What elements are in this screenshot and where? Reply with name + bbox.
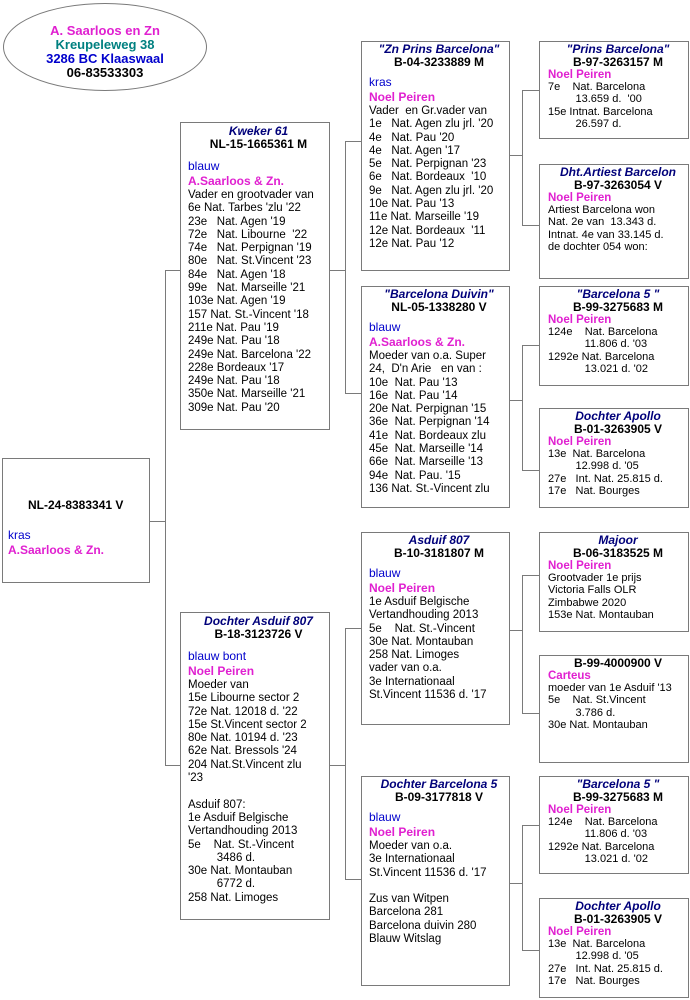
dam-sire-box[interactable]	[361, 532, 510, 725]
connector	[165, 765, 180, 766]
connector	[522, 575, 539, 576]
connector	[522, 90, 539, 91]
sire-dam-name: "Barcelona Duivin"	[384, 287, 494, 301]
connector	[165, 270, 180, 271]
owner-city: 3286 BC Klaaswaal	[46, 51, 164, 66]
dam-results: Moeder van 15e Libourne sector 2 72e Nat. 12018 d. '22 15e St.Vincent sector 2 80e Nat. 10194 d. '23 62e Nat. Bressols '24 204 Nat.St.Vincent zlu '23 Asduif 807: 1e Asduif Belgische Vertandhouding 2013 5e Nat. St.-Vincent 3486 d. 30e Nat. Montauban 6772 d. 258 Nat. Limoges	[188, 679, 307, 904]
sire-ring: NL-15-1665361 M	[209, 137, 308, 151]
ggp-box-8[interactable]	[539, 898, 689, 998]
ggp-1-results: 7e Nat. Barcelona 13.659 d. '00 15e Intnat. Barcelona 26.597 d.	[548, 81, 653, 131]
subject-ring: NL-24-8383341 V	[28, 498, 124, 512]
ggp-2-ring: B-97-3263054 V	[573, 178, 663, 192]
ggp-4-name: Dochter Apollo	[575, 409, 661, 423]
ggp-4-results: 13e Nat. Barcelona 12.998 d. '05 27e Int. Nat. 25.815 d. 17e Nat. Bourges	[548, 448, 663, 498]
owner-phone: 06-83533303	[66, 65, 144, 80]
dam-dam-results: Moeder van o.a. 3e Internationaal St.Vincent 11536 d. '17 Zus van Witpen Barcelona 281 Barcelona duivin 280 Blauw Witslag	[369, 840, 487, 946]
sire-sire-name: "Zn Prins Barcelona"	[378, 42, 500, 56]
ggp-6-results: moeder van 1e Asduif '13 5e Nat. St.Vincent 3.786 d. 30e Nat. Montauban	[548, 682, 672, 732]
sire-dam-box[interactable]	[361, 286, 510, 508]
connector	[345, 141, 361, 142]
ggp-box-4[interactable]	[539, 408, 689, 508]
connector	[509, 155, 523, 156]
connector	[509, 630, 523, 631]
ggp-box-6[interactable]	[539, 655, 689, 763]
ggp-6-ring: B-99-4000900 V	[573, 656, 663, 670]
subject-box[interactable]	[2, 458, 150, 583]
connector	[522, 825, 523, 951]
ggp-box-2[interactable]	[539, 164, 689, 279]
dam-color: blauw bont	[188, 649, 247, 663]
connector	[149, 521, 166, 522]
sire-dam-ring: NL-05-1338280 V	[391, 300, 487, 314]
dam-sire-ring: B-10-3181807 M	[393, 546, 485, 560]
connector	[522, 225, 539, 226]
connector	[345, 141, 346, 394]
ggp-5-results: Grootvader 1e prijs Victoria Falls OLR Zimbabwe 2020 153e Nat. Montauban	[548, 572, 654, 622]
connector	[345, 628, 346, 880]
ggp-3-name: "Barcelona 5 "	[576, 287, 660, 301]
connector	[509, 883, 523, 884]
dam-sire-results: 1e Asduif Belgische Vertandhouding 2013 5e Nat. St.-Vincent 30e Nat. Montauban 258 Nat. Limoges vader van o.a. 3e Internationaal St.Vincent 11536 d. '17	[369, 596, 487, 702]
connector	[522, 825, 539, 826]
ggp-5-name: Majoor	[598, 533, 638, 547]
sire-sire-box[interactable]	[361, 41, 510, 271]
dam-dam-box[interactable]	[361, 776, 510, 986]
connector	[345, 879, 361, 880]
dam-sire-name: Asduif 807	[408, 533, 470, 547]
sire-dam-results: Moeder van o.a. Super 24, D'n Arie en van : 10e Nat. Pau '13 16e Nat. Pau '14 20e Nat. Perpignan '15 36e Nat. Perpignan '14 41e Nat. Bordeaux zlu 45e Nat. Marseille '14 66e Nat. Marseille '13 94e Nat. Pau. '15 136 Nat. St.-Vincent zlu	[369, 350, 490, 495]
connector	[522, 713, 539, 714]
dam-ring: B-18-3123726 V	[214, 627, 303, 641]
sire-breeder: A.Saarloos & Zn.	[188, 174, 285, 188]
ggp-2-breeder: Noel Peiren	[548, 192, 612, 204]
dam-sire-breeder: Noel Peiren	[369, 581, 436, 595]
connector	[329, 270, 346, 271]
dam-dam-ring: B-09-3177818 V	[394, 790, 484, 804]
ggp-5-ring: B-06-3183525 M	[572, 546, 664, 560]
ggp-8-name: Dochter Apollo	[575, 899, 661, 913]
sire-sire-ring: B-04-3233889 M	[393, 55, 485, 69]
sire-dam-breeder: A.Saarloos & Zn.	[369, 335, 466, 349]
sire-sire-color: kras	[369, 75, 392, 89]
ggp-4-ring: B-01-3263905 V	[573, 422, 663, 436]
connector	[522, 575, 523, 714]
ggp-3-ring: B-99-3275683 M	[572, 300, 664, 314]
ggp-5-breeder: Noel Peiren	[548, 560, 612, 572]
ggp-7-breeder: Noel Peiren	[548, 804, 612, 816]
sire-sire-results: Vader en Gr.vader van 1e Nat. Agen zlu jrl. '20 4e Nat. Pau '20 4e Nat. Agen '17 5e Nat. Perpignan '23 6e Nat. Bordeaux '10 9e Nat. Agen zlu jrl. '20 10e Nat. Pau '13 11e Nat. Marseille '19 12e Nat. Bordeaux '11 12e Nat. Pau '12	[369, 105, 494, 250]
connector	[522, 345, 539, 346]
ggp-box-7[interactable]	[539, 776, 689, 874]
sire-sire-breeder: Noel Peiren	[369, 90, 436, 104]
sire-name: Kweker 61	[228, 124, 289, 138]
ggp-box-1[interactable]	[539, 41, 689, 139]
connector	[522, 90, 523, 226]
dam-box[interactable]	[180, 612, 330, 920]
connector	[509, 400, 523, 401]
dam-sire-color: blauw	[369, 566, 401, 580]
sire-dam-color: blauw	[369, 320, 401, 334]
owner-oval	[3, 3, 207, 91]
dam-dam-color: blauw	[369, 810, 401, 824]
connector	[165, 270, 166, 766]
subject-color: kras	[8, 528, 31, 542]
connector	[522, 950, 539, 951]
connector	[345, 628, 361, 629]
ggp-3-results: 124e Nat. Barcelona 11.806 d. '03 1292e Nat. Barcelona 13.021 d. '02	[548, 326, 658, 376]
sire-box[interactable]	[180, 122, 330, 430]
ggp-2-results: Artiest Barcelona won Nat. 2e van 13.343 d. Intnat. 4e van 33.145 d. de dochter 054 won:	[548, 204, 664, 254]
dam-name: Dochter Asduif 807	[204, 614, 313, 628]
sire-results: Vader en grootvader van 6e Nat. Tarbes 'zlu '22 23e Nat. Agen '19 72e Nat. Libourne '22 74e Nat. Perpignan '19 80e Nat. St.Vincent '23 84e Nat. Agen '18 99e Nat. Marseille '21 103e Nat. Agen '19 157 Nat. St.-Vincent '18 211e Nat. Pau '19 249e Nat. Pau '18 249e Nat. Barcelona '22 228e Bordeaux '17 249e Nat. Pau '18 350e Nat. Marseille '21 309e Nat. Pau '20	[188, 189, 314, 414]
ggp-1-ring: B-97-3263157 M	[572, 55, 664, 69]
ggp-7-results: 124e Nat. Barcelona 11.806 d. '03 1292e Nat. Barcelona 13.021 d. '02	[548, 816, 658, 866]
ggp-7-ring: B-99-3275683 M	[572, 790, 664, 804]
ggp-box-5[interactable]	[539, 532, 689, 632]
subject-breeder: A.Saarloos & Zn.	[8, 543, 105, 557]
owner-street: Kreupeleweg 38	[55, 37, 155, 52]
ggp-8-results: 13e Nat. Barcelona 12.998 d. '05 27e Int. Nat. 25.815 d. 17e Nat. Bourges	[548, 938, 663, 988]
connector	[329, 765, 346, 766]
ggp-box-3[interactable]	[539, 286, 689, 386]
connector	[345, 393, 361, 394]
dam-breeder: Noel Peiren	[188, 664, 255, 678]
ggp-4-breeder: Noel Peiren	[548, 436, 612, 448]
dam-dam-name: Dochter Barcelona 5	[380, 777, 498, 791]
ggp-7-name: "Barcelona 5 "	[576, 777, 660, 791]
connector	[522, 345, 523, 471]
sire-color: blauw	[188, 159, 220, 173]
ggp-3-breeder: Noel Peiren	[548, 314, 612, 326]
ggp-8-breeder: Noel Peiren	[548, 926, 612, 938]
dam-dam-breeder: Noel Peiren	[369, 825, 436, 839]
ggp-6-breeder: Carteus	[548, 670, 591, 682]
ggp-1-breeder: Noel Peiren	[548, 69, 612, 81]
connector	[522, 470, 539, 471]
ggp-2-name: Dht.Artiest Barcelon	[559, 165, 677, 179]
ggp-8-ring: B-01-3263905 V	[573, 912, 663, 926]
ggp-1-name: "Prins Barcelona"	[566, 42, 670, 56]
owner-name: A. Saarloos en Zn	[50, 23, 160, 38]
